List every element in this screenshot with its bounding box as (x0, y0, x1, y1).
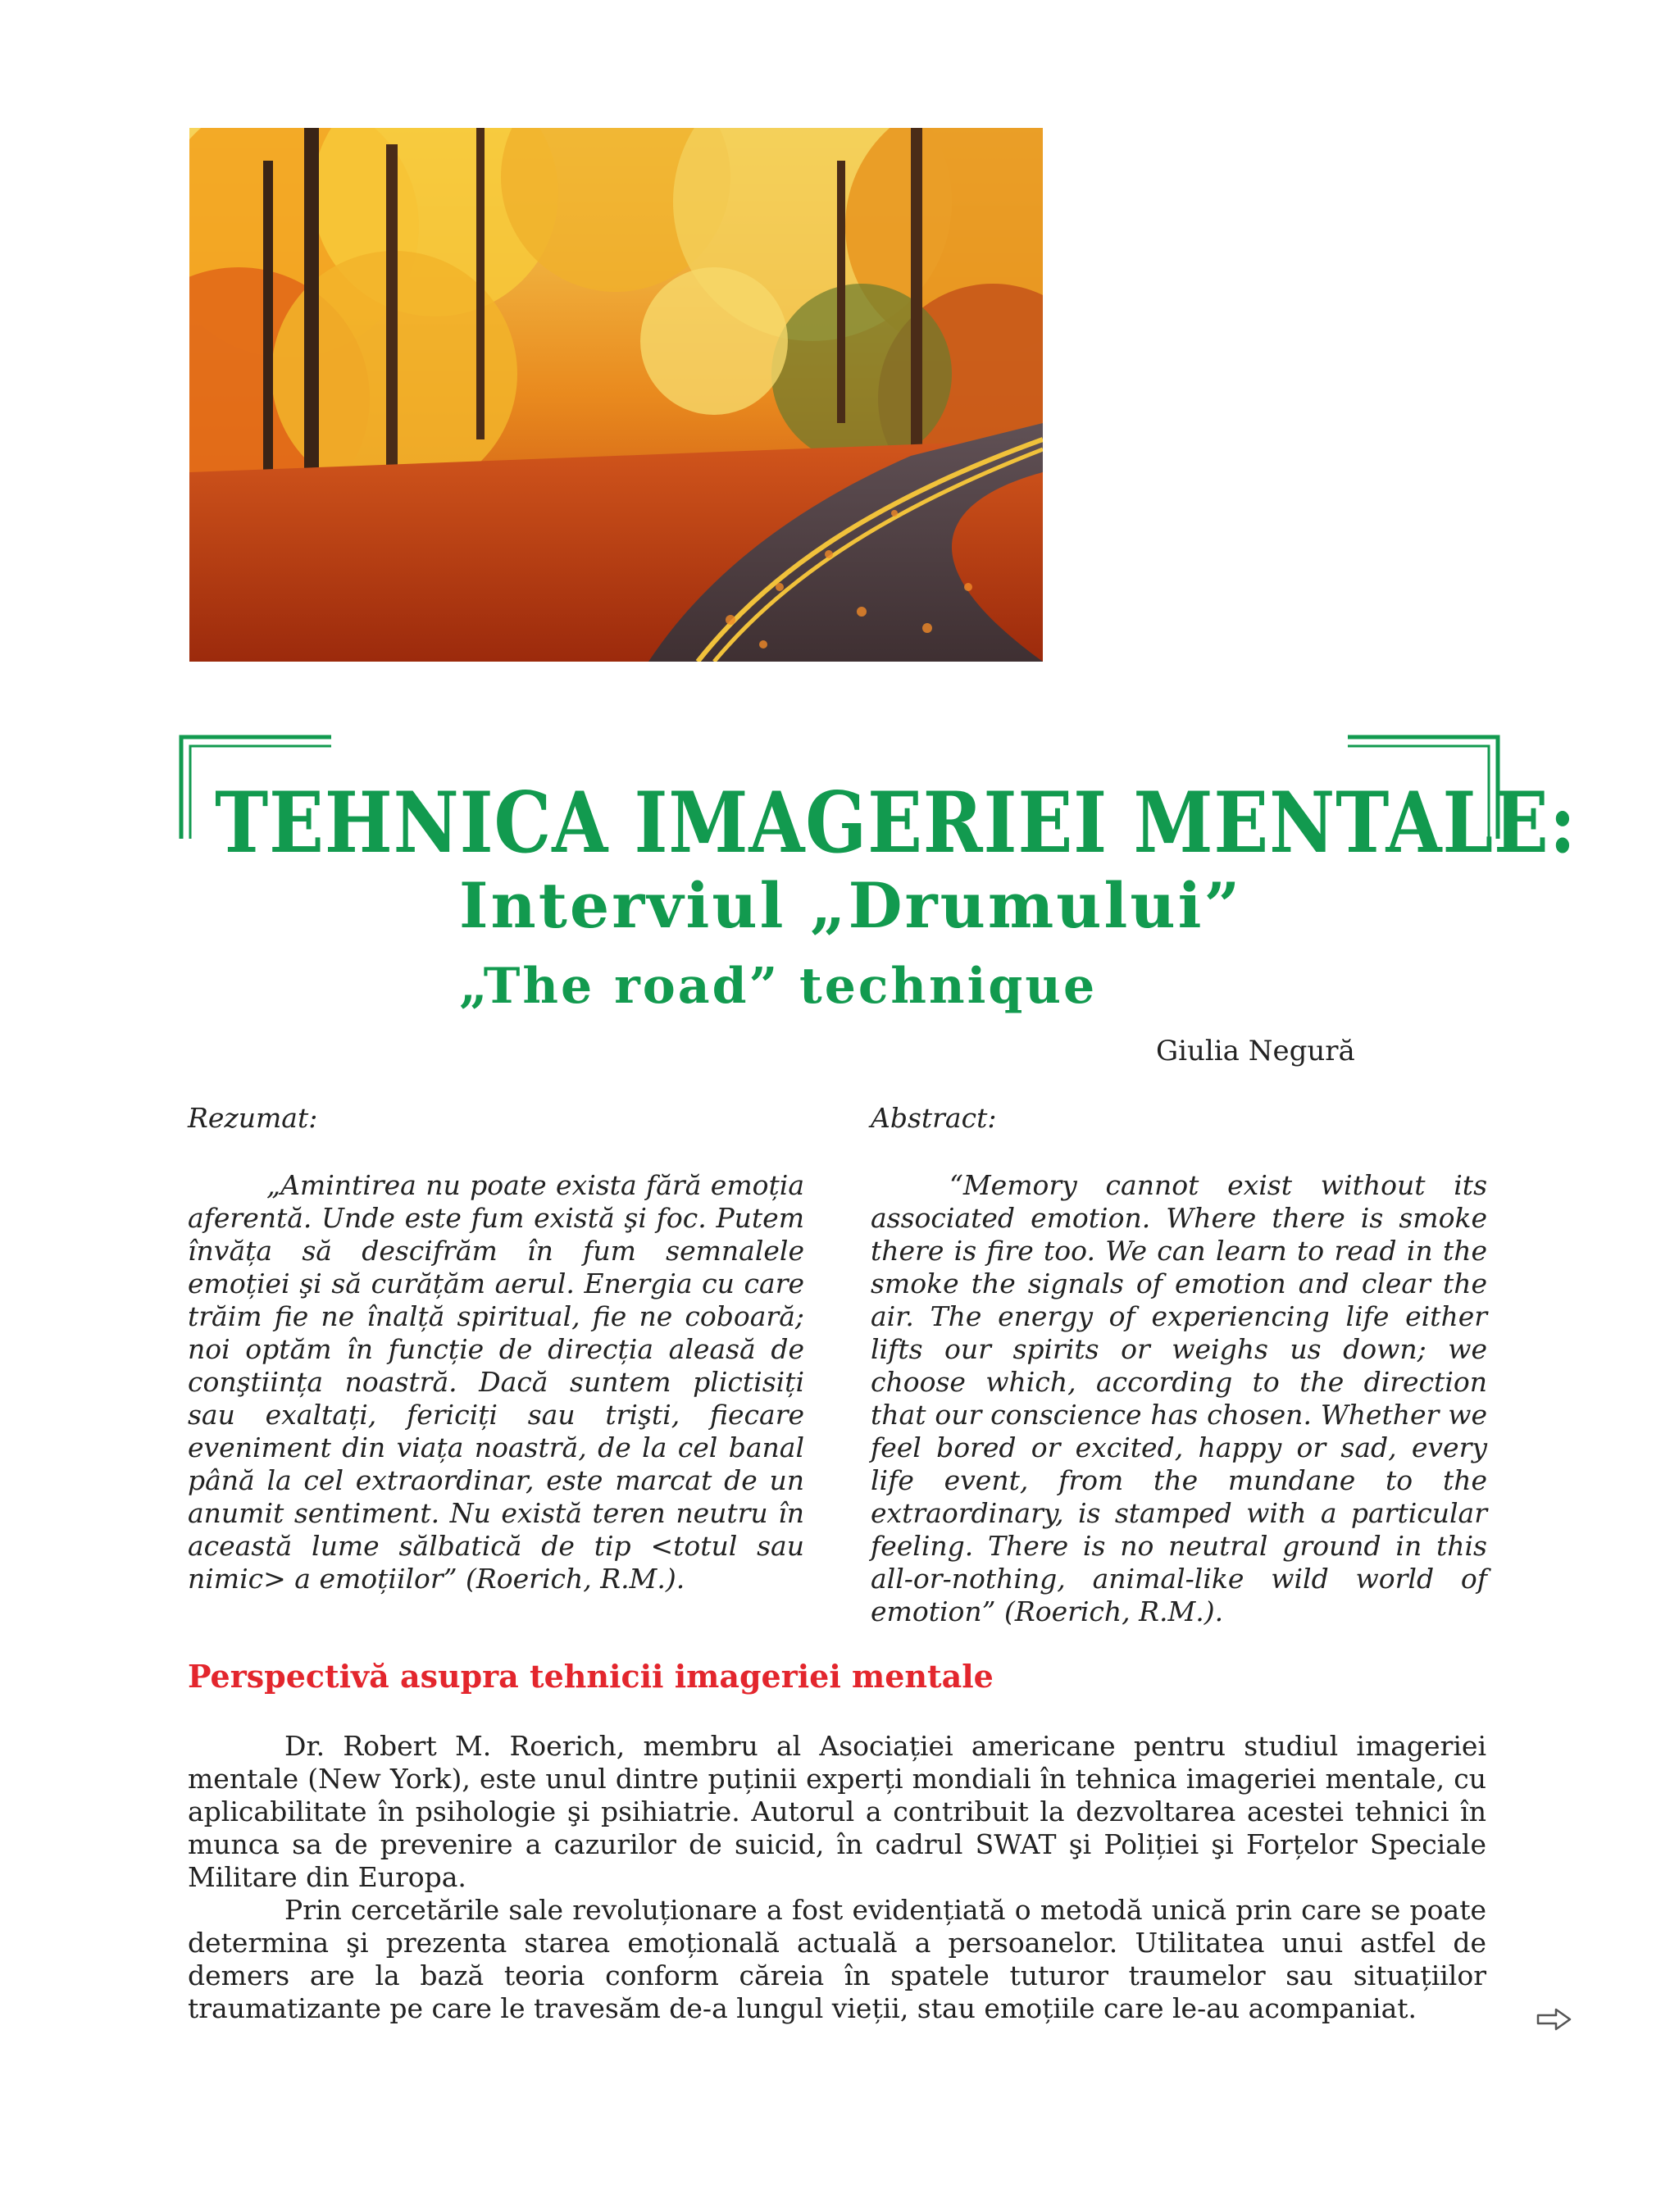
section-body (188, 1730, 1486, 2025)
abstract-english-label: Abstract: (871, 1102, 997, 1134)
right-arrow-outline-icon[interactable] (1536, 2007, 1572, 2032)
article-subtitle: Interviul „Drumului” (459, 869, 1243, 942)
body-paragraph: Dr. Robert M. Roerich, membru al Asociației americane pentru studiul imageriei mentale (New York), este unul dintre puținii experți mondiali în tehnica imageriei mentale, cu aplicabilitate în psihologie şi psihiatrie. Autorul a contribuit la dezvoltarea acestei tehnici în munca sa de prevenire a cazurilor de suicid, în cadrul SWAT şi Poliției şi Forțelor Speciale Militare din Europa. (188, 1730, 1486, 1893)
abstract-romanian (188, 1102, 804, 1595)
autumn-road-photo-graphic (189, 128, 1043, 662)
article-subtitle-english: „The road” technique (459, 958, 1098, 1015)
autumn-road-photo (189, 128, 1043, 662)
body-paragraph: Prin cercetările sale revoluționare a fost evidențiată o metodă unică prin care se poate determina şi prezenta starea emoțională actuală a persoanelor. Utilitatea unui astfel de demers are la bază teoria conform căreia în spatele tuturor traumelor sau situațiilor traumatizante pe care le travesăm de-a lungul vieții, stau emoțiile care le-au acompaniat. (188, 1894, 1486, 2024)
abstract-english (871, 1102, 1487, 1628)
author-name: Giulia Negură (1156, 1035, 1355, 1067)
abstract-english-text: “Memory cannot exist without its associated emotion. Where there is smoke there is fire too. We can learn to read in the smoke the signals of emotion and clear the air. The energy of experiencing life either lifts our spirits or weighs us down; we choose which, according to the direction that our conscience has chosen. Whether we feel bored or excited, happy or sad, every life event, from the mundane to the extraordinary, is stamped with a particular feeling. There is no neutral ground in this all-or-nothing, animal-like wild world of emotion” (Roerich, R.M.). (871, 1169, 1487, 1627)
abstract-romanian-text: „Amintirea nu poate exista fără emoția aferentă. Unde este fum există şi foc. Putem învăța să descifrăm în fum semnalele emoției şi să curățăm aerul. Energia cu care trăim fie ne înalță spiritual, fie ne coboară; noi optăm în funcție de direcția aleasă de conştiința noastră. Dacă suntem plictisiți sau exaltați, fericiți sau trişti, fiecare eveniment din viața noastră, de la cel banal până la cel extraordinar, este marcat de un anumit sentiment. Nu există teren neutru în această lume sălbatică de tip <totul sau nimic> a emoțiilor” (Roerich, R.M.). (188, 1169, 804, 1595)
section-heading: Perspectivă asupra tehnicii imageriei mentale (188, 1658, 994, 1695)
article-title: TEHNICA IMAGERIEI MENTALE: (215, 774, 1577, 872)
abstract-romanian-label: Rezumat: (188, 1102, 318, 1134)
